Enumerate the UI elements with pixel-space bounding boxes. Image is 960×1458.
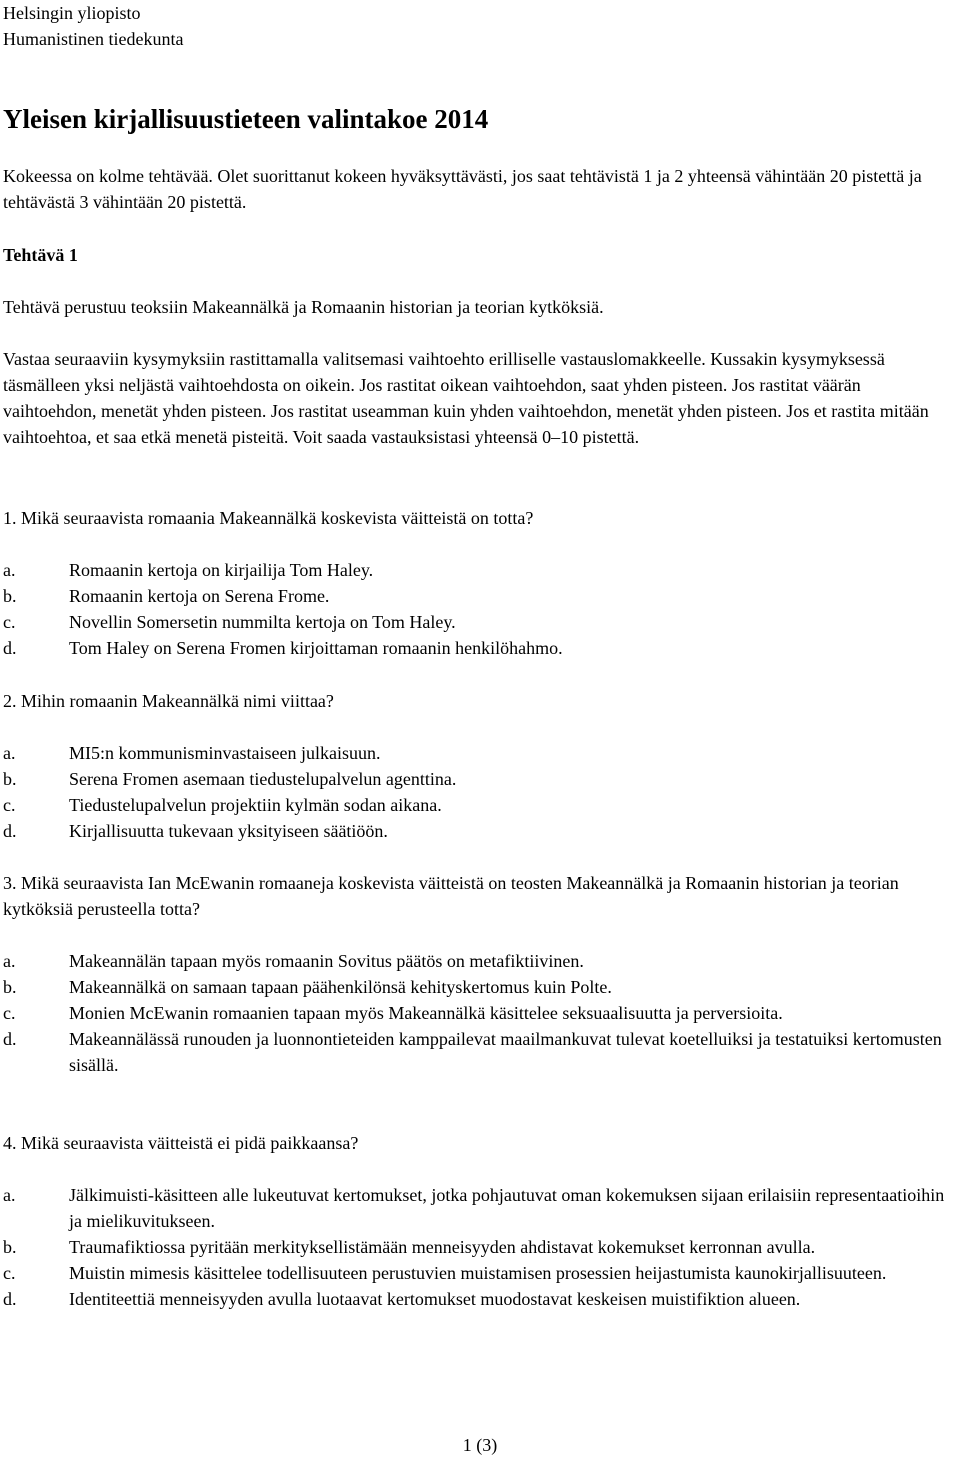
question-4-options xyxy=(3,1182,958,1312)
list-item xyxy=(3,740,958,766)
option-text: Romaanin kertoja on Serena Frome. xyxy=(69,586,330,606)
option-letter: d. xyxy=(3,1289,17,1309)
option-letter: c. xyxy=(3,1003,16,1023)
question-3-options xyxy=(3,948,958,1078)
option-text: Kirjallisuutta tukevaan yksityiseen säätiöön. xyxy=(69,821,388,841)
option-letter: b. xyxy=(3,1237,17,1257)
option-text: Monien McEwanin romaanien tapaan myös Makeannälkä käsittelee seksuaalisuutta ja perversioita. xyxy=(69,1003,783,1023)
option-letter: b. xyxy=(3,769,17,789)
option-text: Romaanin kertoja on kirjailija Tom Haley. xyxy=(69,560,374,580)
option-text: Identiteettiä menneisyyden avulla luotaavat kertomukset muodostavat keskeisen muistifiktion alueen. xyxy=(69,1289,801,1309)
list-item xyxy=(3,635,958,661)
question-2-options xyxy=(3,740,958,844)
option-letter: c. xyxy=(3,1263,16,1283)
option-text: Jälkimuisti-käsitteen alle lukeutuvat kertomukset, jotka pohjautuvat oman kokemuksen sijaan erilaisiin representaatioihin ja mielikuvitukseen. xyxy=(69,1185,945,1231)
option-text: Muistin mimesis käsittelee todellisuuteen perustuvien muistamisen prosessien heijastumista kaunokirjallisuuteen. xyxy=(69,1263,887,1283)
option-text: Makeannälässä runouden ja luonnontieteiden kamppailevat maailmankuvat tulevat koetelluiksi ja testatuiksi kertomusten sisällä. xyxy=(69,1029,942,1075)
list-item xyxy=(3,818,958,844)
question-2: 2. Mihin romaanin Makeannälkä nimi viittaa? xyxy=(3,691,334,711)
option-letter: d. xyxy=(3,821,17,841)
option-letter: a. xyxy=(3,1185,16,1205)
faculty-name: Humanistinen tiedekunta xyxy=(3,29,184,49)
option-text: Serena Fromen asemaan tiedustelupalvelun agenttina. xyxy=(69,769,457,789)
list-item xyxy=(3,766,958,792)
task1-basis: Tehtävä perustuu teoksiin Makeannälkä ja Romaanin historian ja teorian kytköksiä. xyxy=(3,297,604,317)
question-1: 1. Mikä seuraavista romaania Makeannälkä koskevista väitteistä on totta? xyxy=(3,508,534,528)
option-letter: c. xyxy=(3,795,16,815)
question-3: 3. Mikä seuraavista Ian McEwanin romaaneja koskevista väitteistä on teosten Makeannälkä ja Romaanin historian ja teorian kytköksiä perusteella totta? xyxy=(3,873,899,919)
list-item xyxy=(3,974,958,1000)
university-name: Helsingin yliopisto xyxy=(3,3,141,23)
option-letter: a. xyxy=(3,951,16,971)
task1-instructions: Vastaa seuraaviin kysymyksiin rastittamalla valitsemasi vaihtoehto erilliselle vastauslomakkeelle. Kussakin kysymyksessä täsmälleen yksi neljästä vaihtoehdosta on oikein. Jos rastitat oikean vaihtoehdon, saat yhden pisteen. Jos rastitat väärän vaihtoehdon, menetät yhden pisteen. Jos rastitat useamman kuin yhden vaihtoehdon, menetät yhden pisteen. Jos et rastita mitään vaihtoehtoa, et saa etkä menetä pisteitä. Voit saada vastauksistasi yhteensä 0–10 pistettä. xyxy=(3,349,929,447)
option-text: Traumafiktiossa pyritään merkityksellistämään menneisyyden ahdistavat kokemukset kerronnan avulla. xyxy=(69,1237,816,1257)
option-letter: a. xyxy=(3,743,16,763)
option-text: Makeannälkä on samaan tapaan päähenkilönsä kehityskertomus kuin Polte. xyxy=(69,977,612,997)
list-item xyxy=(3,583,958,609)
option-text: Tiedustelupalvelun projektiin kylmän sodan aikana. xyxy=(69,795,442,815)
list-item xyxy=(3,1260,958,1286)
option-letter: d. xyxy=(3,638,17,658)
option-letter: a. xyxy=(3,560,16,580)
question-4: 4. Mikä seuraavista väitteistä ei pidä paikkaansa? xyxy=(3,1133,359,1153)
intro-paragraph: Kokeessa on kolme tehtävää. Olet suorittanut kokeen hyväksyttävästi, jos saat tehtävistä 1 ja 2 yhteensä vähintään 20 pistettä ja tehtävästä 3 vähintään 20 pistettä. xyxy=(3,166,922,212)
list-item xyxy=(3,1286,958,1312)
option-text: Novellin Somersetin nummilta kertoja on Tom Haley. xyxy=(69,612,456,632)
page-title: Yleisen kirjallisuustieteen valintakoe 2014 xyxy=(3,104,489,134)
list-item xyxy=(3,1026,958,1078)
page-number: 1 (3) xyxy=(462,1435,498,1455)
option-text: MI5:n kommunisminvastaiseen julkaisuun. xyxy=(69,743,381,763)
option-letter: b. xyxy=(3,586,17,606)
list-item xyxy=(3,557,958,583)
list-item xyxy=(3,1234,958,1260)
list-item xyxy=(3,609,958,635)
document-header xyxy=(3,0,958,52)
question-1-options xyxy=(3,557,958,661)
list-item xyxy=(3,792,958,818)
list-item xyxy=(3,948,958,974)
list-item xyxy=(3,1000,958,1026)
list-item xyxy=(3,1182,958,1234)
option-text: Makeannälän tapaan myös romaanin Sovitus päätös on metafiktiivinen. xyxy=(69,951,584,971)
option-letter: c. xyxy=(3,612,16,632)
option-letter: b. xyxy=(3,977,17,997)
option-letter: d. xyxy=(3,1029,17,1049)
task1-heading: Tehtävä 1 xyxy=(3,245,78,265)
option-text: Tom Haley on Serena Fromen kirjoittaman romaanin henkilöhahmo. xyxy=(69,638,563,658)
